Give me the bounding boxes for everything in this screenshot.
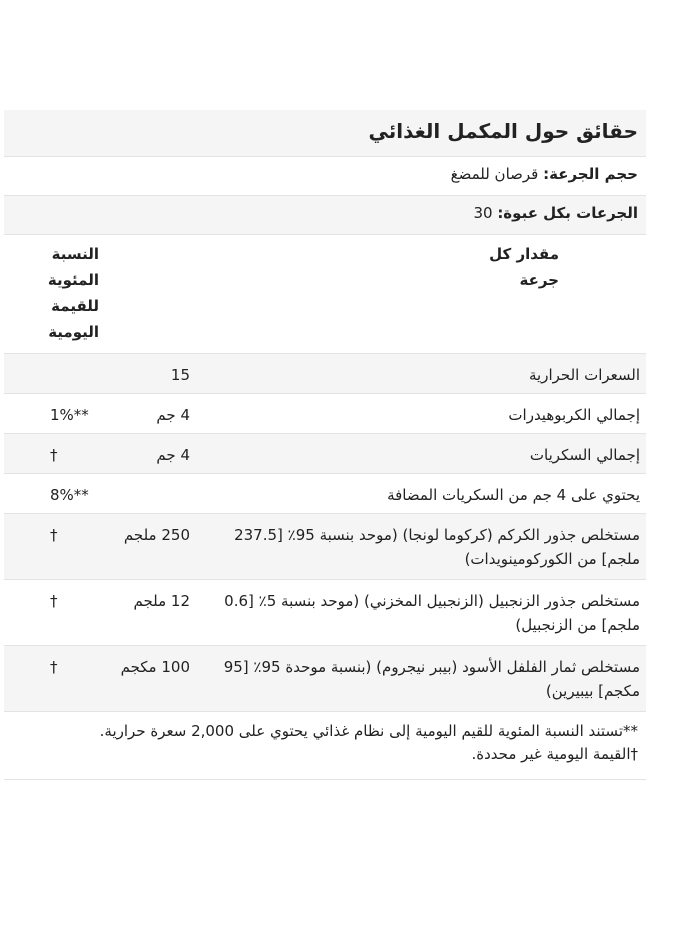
- nutrient-daily-value: 8%**: [50, 486, 89, 504]
- panel-title: حقائق حول المكمل الغذائي: [4, 110, 646, 157]
- serving-size-row: [4, 157, 646, 196]
- nutrient-row-ginger-extract: [4, 580, 646, 646]
- nutrient-name: إجمالي السكريات: [529, 446, 640, 464]
- nutrient-amount: 15: [170, 366, 190, 384]
- nutrient-row-turmeric-extract: [4, 514, 646, 580]
- nutrient-amount: 100 مكجم: [120, 658, 190, 676]
- serving-size-label: حجم الجرعة:: [543, 165, 638, 183]
- nutrient-name: مستخلص جذور الكركم (كركوما لونجا) (موحد بنسبة 95٪ [237.5 ملجم] من الكوركومينويدات): [234, 526, 640, 568]
- column-header-row: [4, 235, 646, 354]
- nutrient-row-total-carbohydrates: [4, 394, 646, 434]
- nutrient-daily-value: 1%**: [50, 406, 89, 424]
- nutrient-daily-value: †: [50, 446, 58, 464]
- nutrient-amount: 250 ملجم: [123, 526, 190, 544]
- nutrient-row-black-pepper-extract: [4, 646, 646, 712]
- footnote-daily-value-basis: **تستند النسبة المئوية للقيم اليومية إلى نظام غذائي يحتوي على 2,000 سعرة حرارية.: [99, 722, 638, 740]
- nutrient-amount: 4 جم: [156, 406, 190, 424]
- nutrient-daily-value: †: [50, 526, 58, 544]
- servings-per-container-value: 30: [473, 204, 493, 222]
- nutrient-row-calories: [4, 354, 646, 394]
- footnote-dv-not-established: †القيمة اليومية غير محددة.: [471, 745, 638, 763]
- serving-size-value: قرصان للمضغ: [450, 165, 539, 183]
- nutrient-row-added-sugars: [4, 474, 646, 514]
- nutrient-daily-value: †: [50, 592, 58, 610]
- servings-per-container-label: الجرعات بكل عبوة:: [497, 204, 638, 222]
- nutrient-name: مستخلص جذور الزنجبيل (الزنجبيل المخزني) (موحد بنسبة 5٪ [0.6 ملجم] من الزنجبيل): [224, 592, 640, 634]
- servings-per-container-row: [4, 196, 646, 235]
- nutrient-name: إجمالي الكربوهيدرات: [508, 406, 640, 424]
- supplement-facts-panel: [4, 110, 646, 780]
- nutrient-daily-value: †: [50, 658, 58, 676]
- nutrient-name: يحتوي على 4 جم من السكريات المضافة: [387, 486, 640, 504]
- nutrient-name: السعرات الحرارية: [528, 366, 640, 384]
- nutrient-amount: 12 ملجم: [133, 592, 190, 610]
- footnotes: [4, 712, 646, 780]
- amount-per-serving-header: مقدار كل جرعة: [489, 245, 559, 289]
- nutrient-row-total-sugars: [4, 434, 646, 474]
- nutrient-name: مستخلص ثمار الفلفل الأسود (بيبر نيجروم) (بنسبة موحدة 95٪ [95 مكجم] بيبيرين): [223, 658, 640, 700]
- daily-value-header: النسبة المئوية للقيمة اليومية: [47, 245, 99, 341]
- nutrient-amount: 4 جم: [156, 446, 190, 464]
